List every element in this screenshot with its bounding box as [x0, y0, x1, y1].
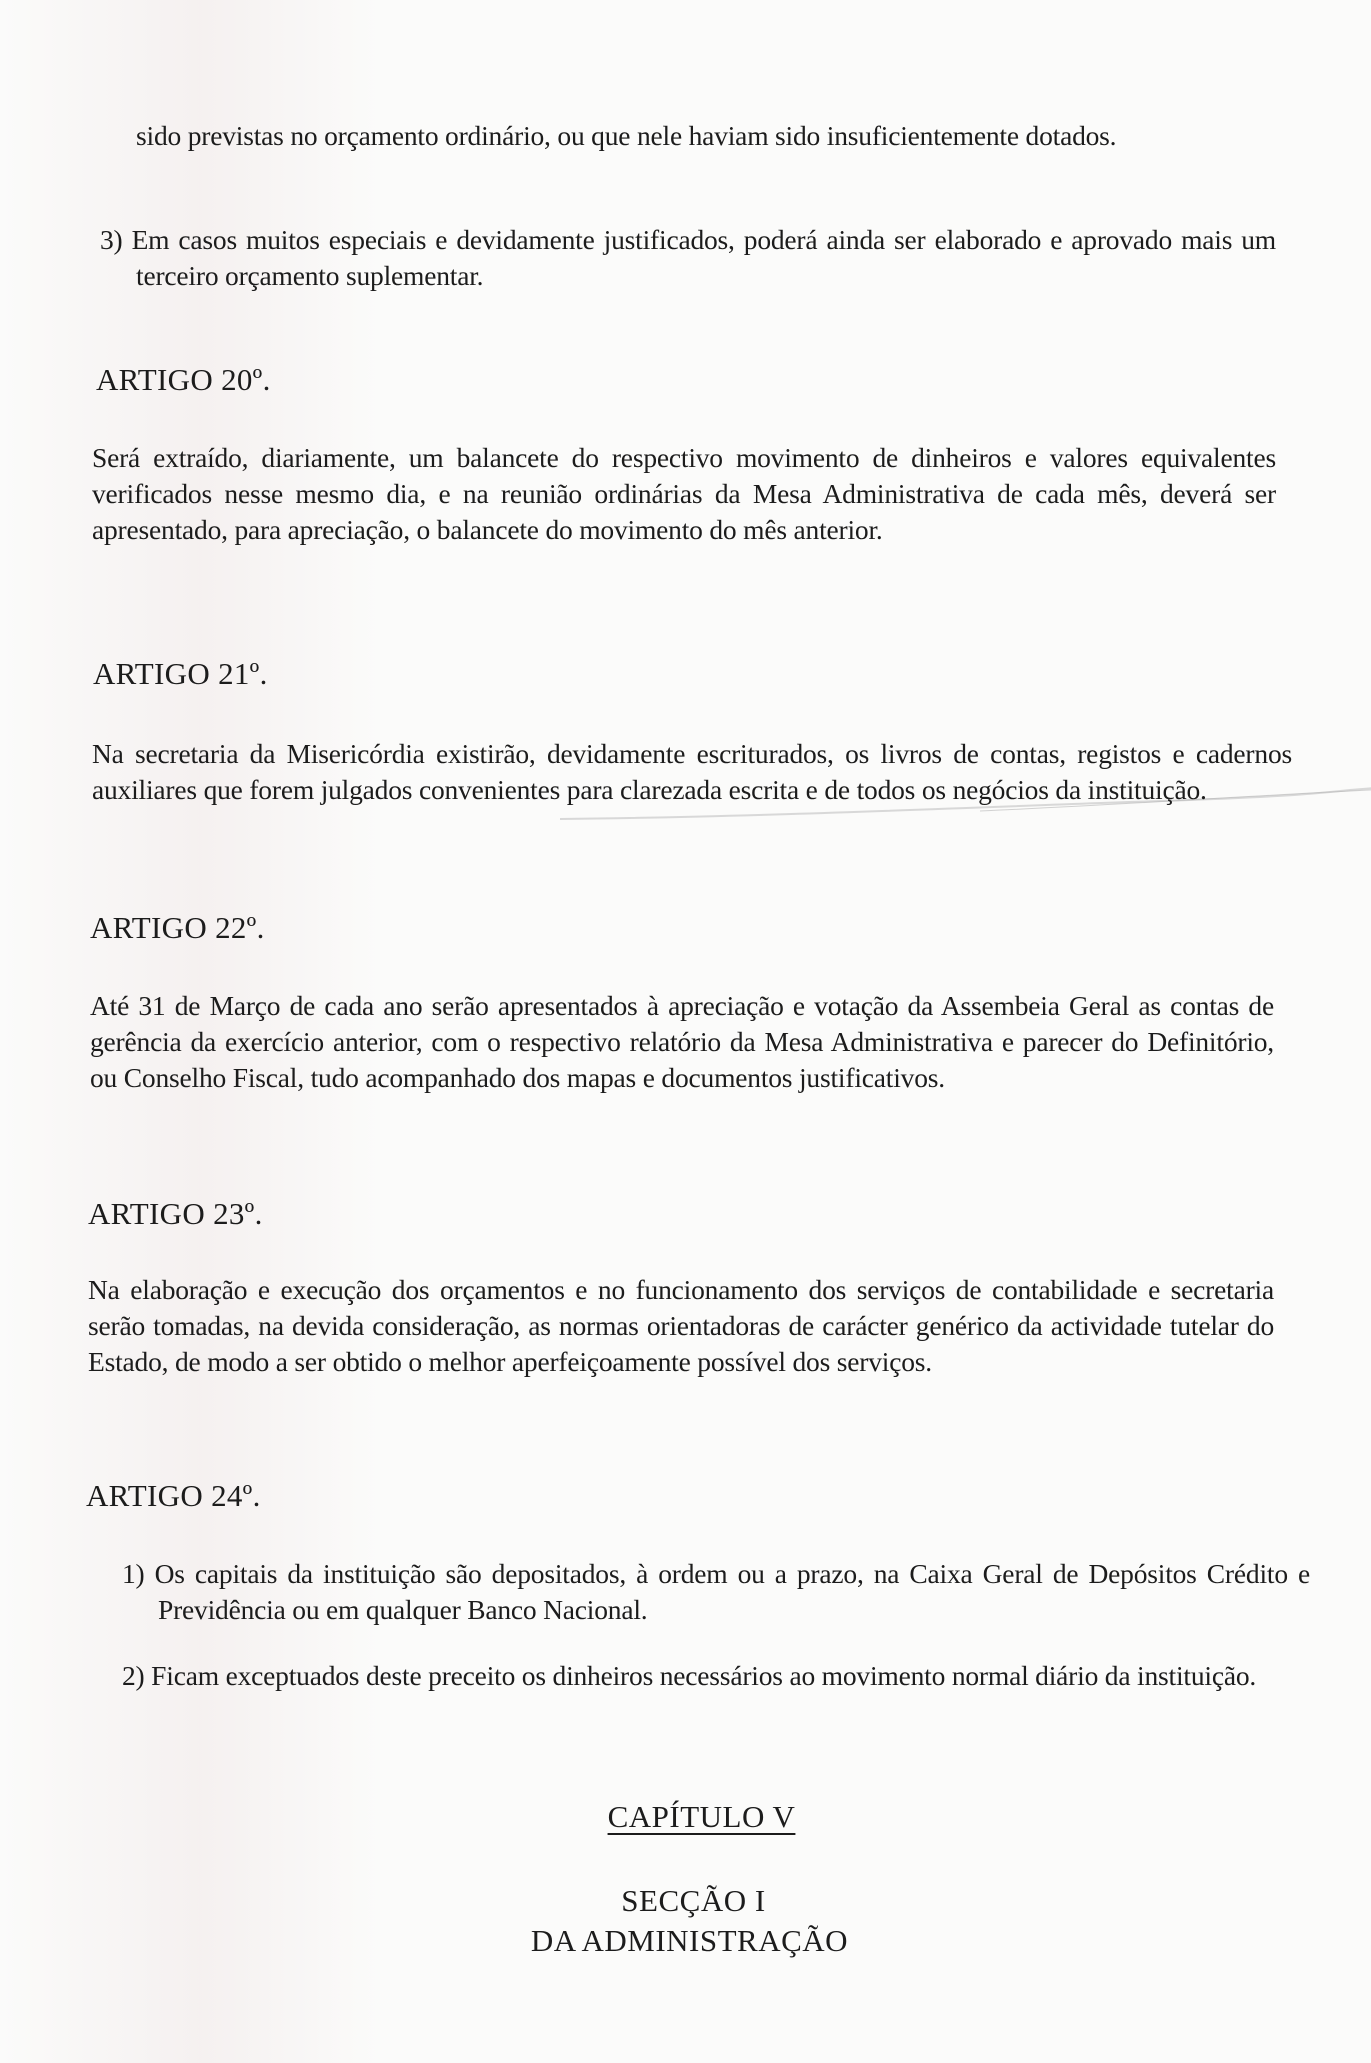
chapter-title-text: CAPÍTULO V — [607, 1799, 796, 1834]
article-20-heading: ARTIGO 20º. — [96, 362, 271, 397]
article-23-text: Na elaboração e execução dos orçamentos e no funcionamento dos serviços de contabilidade e secretaria serão tomadas, na devida consideração, as normas orientadoras de carácter genérico da actividade tutelar do Estado, de modo a ser obtido o melhor aperfeiçoamente possível dos serviços. — [88, 1274, 1274, 1377]
list-item-number: 3) — [100, 224, 123, 255]
chapter-title — [16, 1798, 1371, 1836]
article-24-item-2: 2) Ficam exceptuados deste preceito os dinheiros necessários ao movimento normal diário da instituição. — [122, 1660, 1257, 1691]
section-number: SECÇÃO I — [621, 1883, 766, 1918]
article-22-heading: ARTIGO 22º. — [90, 910, 265, 945]
list-item-3 — [100, 222, 1276, 294]
article-24-item-1: 1) Os capitais da instituição são depositados, à ordem ou a prazo, na Caixa Geral de Depósitos Crédito e Previdência ou em qualquer Banco Nacional. — [122, 1558, 1310, 1625]
section-title: DA ADMINISTRAÇÃO — [530, 1923, 849, 1958]
article-20-text: Será extraído, diariamente, um balancete do respectivo movimento de dinheiros e valores equivalentes verificados nesse mesmo dia, e na reunião ordinárias da Mesa Administrativa de cada mês, deverá ser apresentado, para apreciação, o balancete do movimento do mês anterior. — [92, 442, 1276, 545]
list-item-text: Em casos muitos especiais e devidamente justificados, poderá ainda ser elaborado e aprovado mais um terceiro orçamento suplementar. — [131, 224, 1276, 291]
continuation-paragraph: sido previstas no orçamento ordinário, ou que nele haviam sido insuficientemente dotados. — [136, 120, 1117, 151]
article-21-heading: ARTIGO 21º. — [93, 656, 268, 691]
article-22-text: Até 31 de Março de cada ano serão apresentados à apreciação e votação da Assembeia Geral as contas de gerência da exercício anterior, com o respectivo relatório da Mesa Administrativa e parecer do Definitório, ou Conselho Fiscal, tudo acompanhado dos mapas e documentos justificativos. — [90, 990, 1274, 1093]
article-21-text: Na secretaria da Misericórdia existirão, devidamente escriturados, os livros de contas, registos e cadernos auxiliares que forem julgados convenientes para clarezada escrita e de todos os negócios da instituição. — [92, 738, 1292, 805]
article-24-heading: ARTIGO 24º. — [86, 1478, 261, 1513]
article-23-heading: ARTIGO 23º. — [88, 1196, 263, 1231]
